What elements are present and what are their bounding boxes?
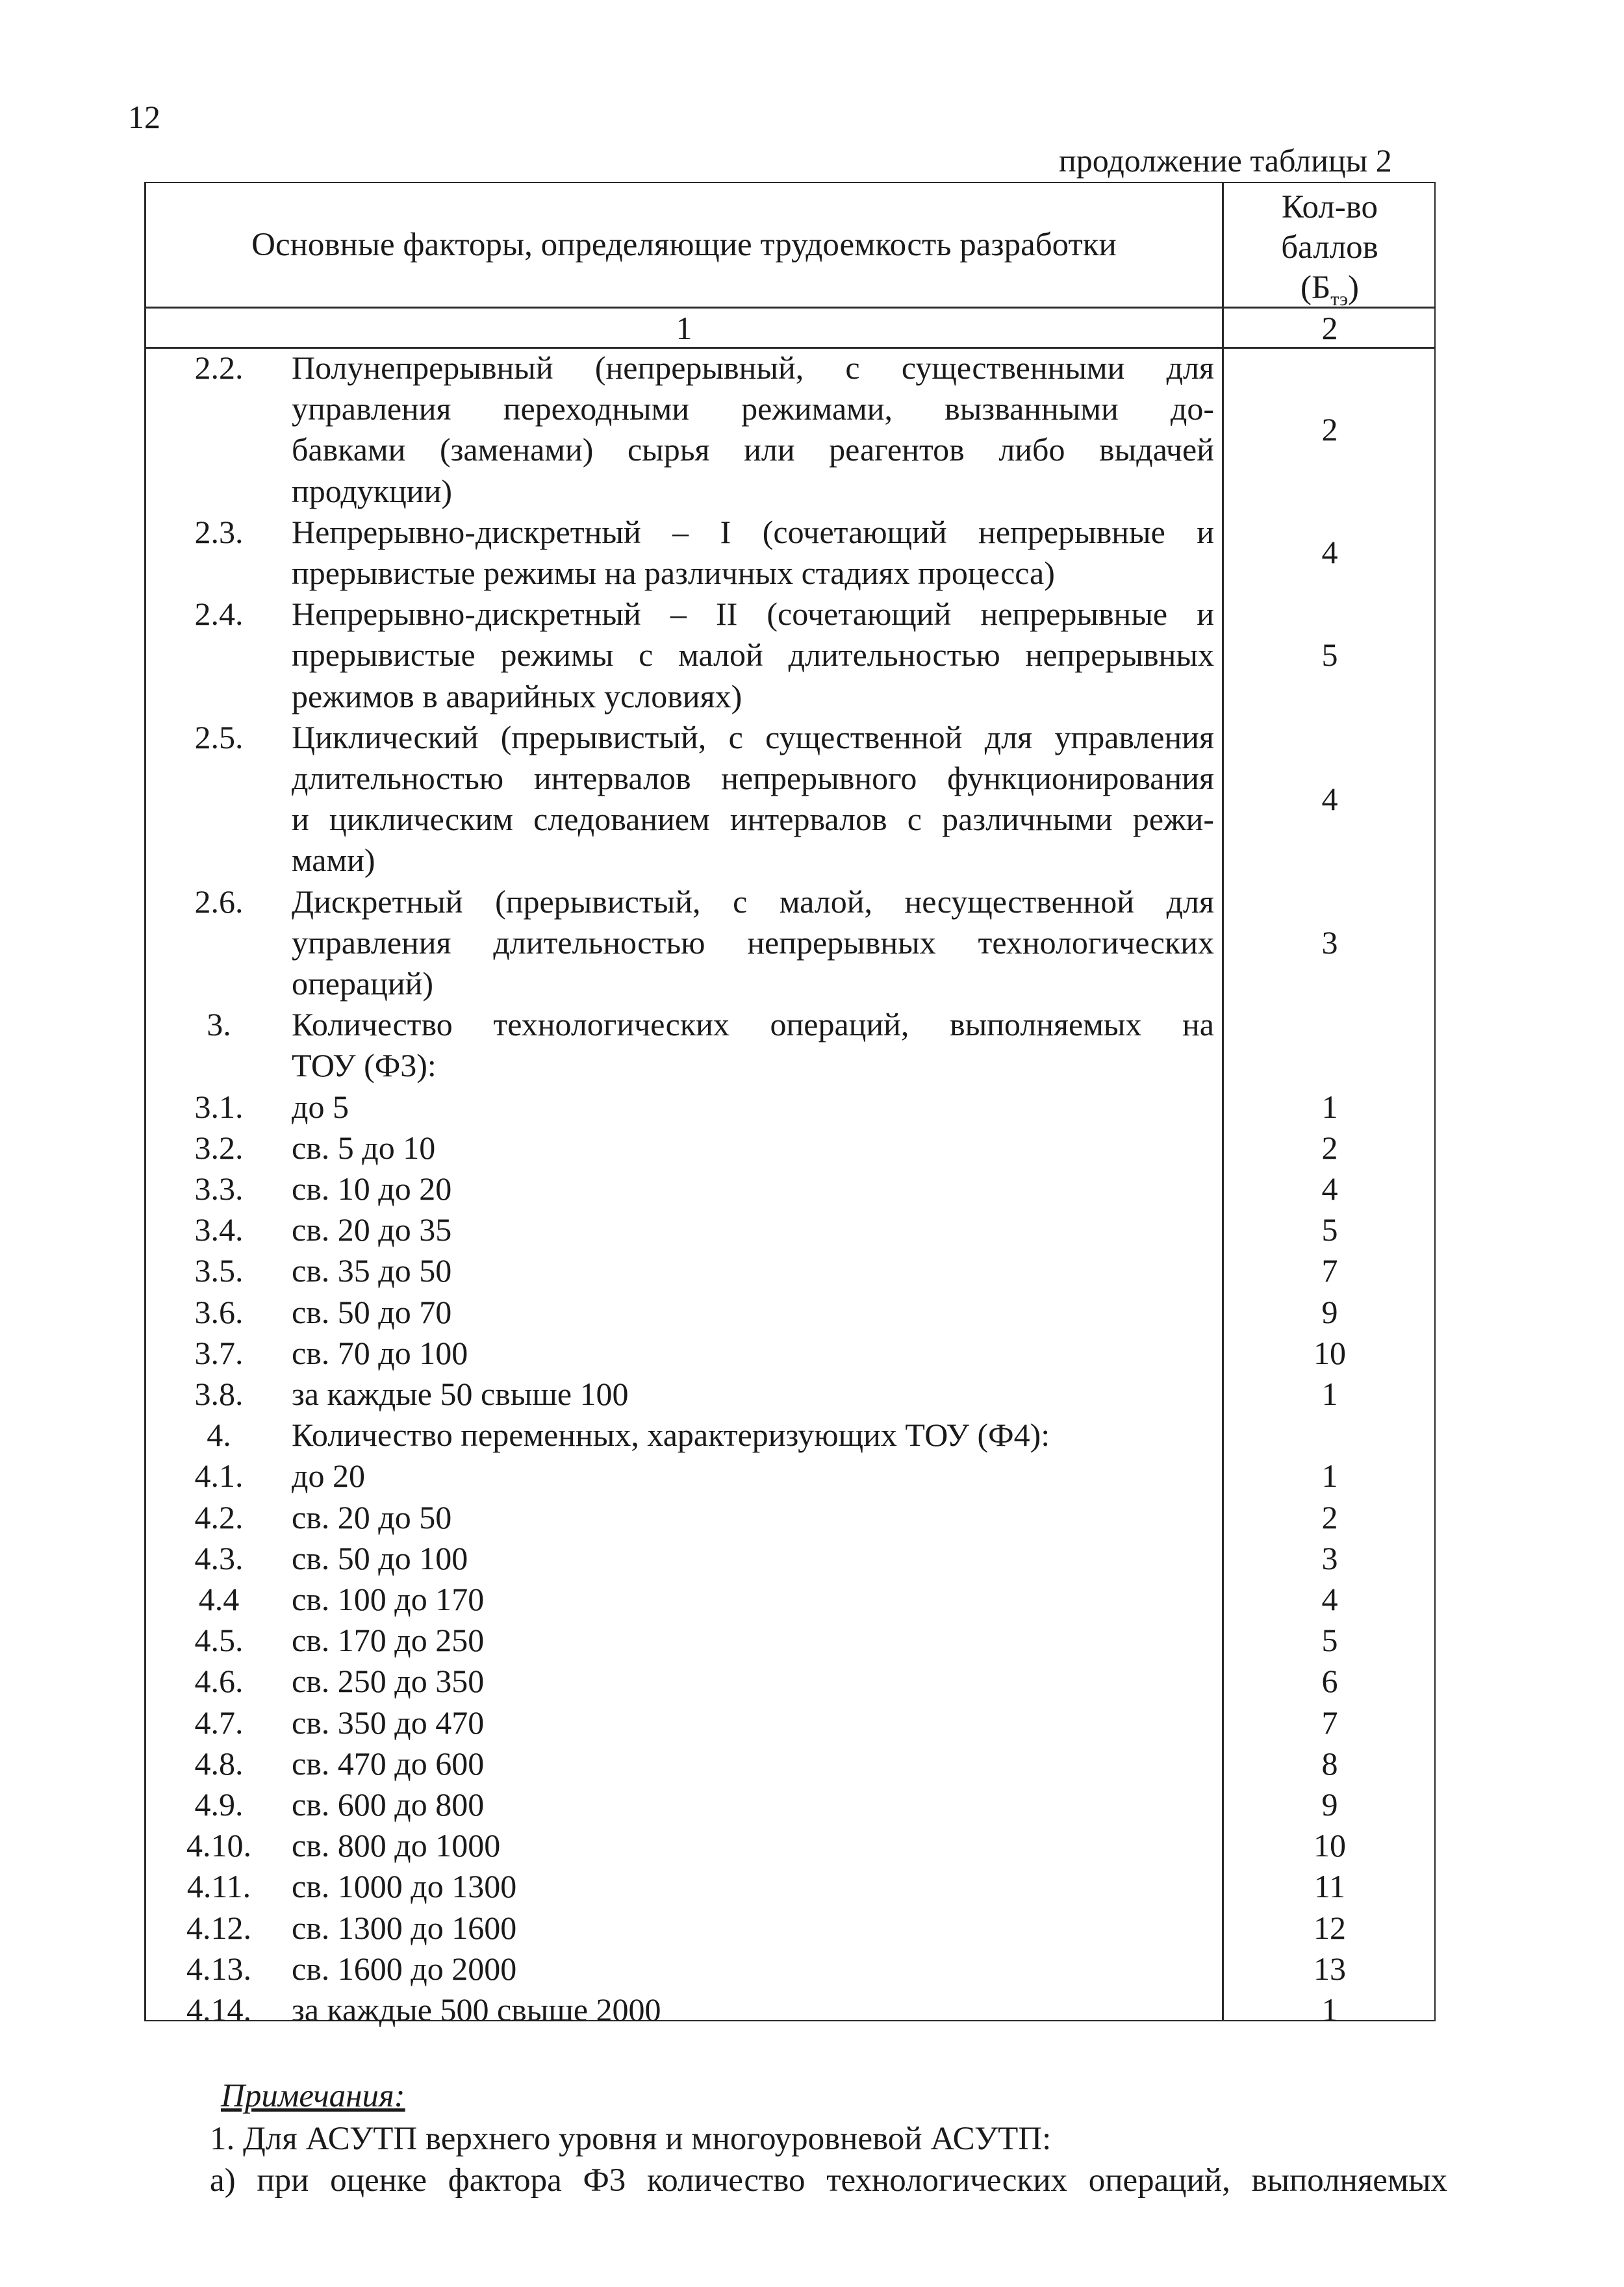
row-number: 3. xyxy=(207,1006,231,1043)
row-text xyxy=(292,1949,1214,1990)
row-text xyxy=(292,1784,1214,1825)
row-points: 4 xyxy=(1321,534,1338,571)
row-points: 9 xyxy=(1321,1786,1338,1823)
row-text-line: режимов в аварийных условиях) xyxy=(292,677,742,714)
row-number: 3.6. xyxy=(194,1293,244,1330)
table-row xyxy=(146,1292,1435,1333)
row-points: 4 xyxy=(1321,1581,1338,1617)
row-text xyxy=(292,1292,1214,1333)
row-points: 6 xyxy=(1321,1663,1338,1700)
row-text-line: св. 170 до 250 xyxy=(292,1622,485,1659)
row-text xyxy=(292,1702,1214,1743)
row-text-line: св. 800 до 1000 xyxy=(292,1827,501,1864)
row-points: 3 xyxy=(1321,1539,1338,1576)
row-text-line: управления переходными режимами, вызванными до- xyxy=(292,390,1214,427)
row-text-line: св. 1000 до 1300 xyxy=(292,1868,517,1905)
row-text xyxy=(292,1866,1214,1907)
table-row xyxy=(146,1250,1435,1291)
row-text-line: ТОУ (Ф3): xyxy=(292,1047,437,1084)
column-number-2: 2 xyxy=(1321,310,1338,346)
row-points: 2 xyxy=(1321,1498,1338,1535)
row-text-line: Циклический (прерывистый, с существенной для управления xyxy=(292,718,1214,755)
row-text xyxy=(292,1333,1214,1374)
row-number: 4.9. xyxy=(194,1786,244,1823)
table-row xyxy=(146,1087,1435,1128)
table-row xyxy=(146,512,1435,594)
row-text-line: св. 20 до 35 xyxy=(292,1211,452,1248)
row-text xyxy=(292,512,1214,594)
row-text xyxy=(292,1004,1214,1086)
row-text-line: за каждые 500 свыше 2000 xyxy=(292,1991,661,2028)
row-text xyxy=(292,1743,1214,1784)
header-points-subscript: тэ xyxy=(1330,288,1349,310)
table-row xyxy=(146,1374,1435,1415)
row-text-line: до 20 xyxy=(292,1458,365,1495)
row-text xyxy=(292,1661,1214,1702)
header-points-line1: Кол-во xyxy=(1282,189,1378,225)
row-text-line: св. 350 до 470 xyxy=(292,1704,485,1741)
row-text-line: св. 100 до 170 xyxy=(292,1581,485,1617)
row-points: 2 xyxy=(1321,1129,1338,1166)
notes-title xyxy=(221,2075,405,2117)
table-row xyxy=(146,594,1435,717)
table-continuation-label: продолжение таблицы 2 xyxy=(1059,142,1392,179)
table-row xyxy=(146,1743,1435,1784)
row-points: 7 xyxy=(1321,1704,1338,1741)
row-points: 1 xyxy=(1321,1458,1338,1495)
row-number: 3.3. xyxy=(194,1170,244,1207)
row-number: 4.1. xyxy=(194,1458,244,1495)
table-row xyxy=(146,1128,1435,1169)
table-row xyxy=(146,1497,1435,1538)
row-text-line: св. 50 до 100 xyxy=(292,1539,468,1576)
header-points-symbol-open: (Б xyxy=(1300,270,1331,306)
row-text-line: св. 1300 до 1600 xyxy=(292,1909,517,1946)
row-text-line: св. 250 до 350 xyxy=(292,1663,485,1700)
row-points: 4 xyxy=(1321,780,1338,817)
table-row xyxy=(146,881,1435,1005)
header-points-line2: баллов xyxy=(1281,229,1378,266)
row-text xyxy=(292,1620,1214,1661)
table-row xyxy=(146,1004,1435,1086)
row-text-line: Количество технологических операций, выполняемых на xyxy=(292,1006,1214,1043)
row-number: 4.2. xyxy=(194,1498,244,1535)
header-points xyxy=(1224,187,1436,310)
row-text xyxy=(292,881,1214,1005)
row-text xyxy=(292,1250,1214,1291)
row-points: 7 xyxy=(1321,1252,1338,1289)
factors-table xyxy=(144,182,1436,2028)
row-text-line: св. 35 до 50 xyxy=(292,1252,452,1289)
table-row xyxy=(146,1333,1435,1374)
row-text-line: продукции) xyxy=(292,472,452,509)
row-text-line: бавками (заменами) сырья или реагентов либо выдачей xyxy=(292,431,1214,468)
row-points: 3 xyxy=(1321,924,1338,961)
table-row xyxy=(146,1209,1435,1250)
row-text xyxy=(292,1169,1214,1209)
table-row xyxy=(146,1949,1435,1990)
row-number: 2.5. xyxy=(194,718,244,755)
table-row xyxy=(146,1579,1435,1620)
table-row xyxy=(146,1661,1435,1702)
table-row xyxy=(146,717,1435,881)
row-points: 8 xyxy=(1321,1745,1338,1782)
table-row xyxy=(146,1908,1435,1949)
note-item-1: 1. Для АСУТП верхнего уровня и многоуровневой АСУТП: xyxy=(210,2121,1052,2157)
row-number: 4.13. xyxy=(186,1950,251,1987)
row-number: 3.7. xyxy=(194,1334,244,1371)
row-number: 4.10. xyxy=(186,1827,251,1864)
row-number: 2.6. xyxy=(194,883,244,920)
row-points: 5 xyxy=(1321,1211,1338,1248)
table-row xyxy=(146,1456,1435,1497)
row-points: 5 xyxy=(1321,637,1338,674)
row-text-line: св. 20 до 50 xyxy=(292,1498,452,1535)
row-text-line: прерывистые режимы на различных стадиях процесса) xyxy=(292,555,1055,591)
row-points: 10 xyxy=(1313,1334,1346,1371)
row-number: 2.3. xyxy=(194,513,244,550)
table-row xyxy=(146,1990,1435,2030)
row-text xyxy=(292,1374,1214,1415)
row-number: 3.8. xyxy=(194,1376,244,1412)
row-text-line: Дискретный (прерывистый, с малой, несущественной для xyxy=(292,883,1214,920)
row-points: 1 xyxy=(1321,1991,1338,2028)
row-number: 2.4. xyxy=(194,596,244,633)
row-number: 4.7. xyxy=(194,1704,244,1741)
column-number-1: 1 xyxy=(676,310,692,346)
row-points: 5 xyxy=(1321,1622,1338,1659)
table-row xyxy=(146,1702,1435,1743)
row-text xyxy=(292,1908,1214,1949)
row-number: 3.5. xyxy=(194,1252,244,1289)
table-row xyxy=(146,1169,1435,1209)
row-text xyxy=(292,1209,1214,1250)
row-text xyxy=(292,1456,1214,1497)
table-row xyxy=(146,1620,1435,1661)
row-number: 4.3. xyxy=(194,1539,244,1576)
notes-heading: Примечания: xyxy=(221,2078,405,2114)
row-text xyxy=(292,594,1214,717)
table-row xyxy=(146,1825,1435,1866)
row-points: 11 xyxy=(1313,1868,1346,1905)
row-number: 4.8. xyxy=(194,1745,244,1782)
note-item-1a: а) при оценке фактора Ф3 количество технологических операций, выполняемых xyxy=(210,2162,1447,2199)
row-points: 2 xyxy=(1321,411,1338,448)
row-points: 1 xyxy=(1321,1088,1338,1125)
row-points: 4 xyxy=(1321,1170,1338,1207)
row-text-line: мами) xyxy=(292,842,375,879)
row-number: 3.1. xyxy=(194,1088,244,1125)
row-number: 4.6. xyxy=(194,1663,244,1700)
row-text-line: св. 5 до 10 xyxy=(292,1129,436,1166)
row-text-line: св. 470 до 600 xyxy=(292,1745,485,1782)
row-text xyxy=(292,717,1214,881)
row-text-line: Непрерывно-дискретный – I (сочетающий непрерывные и xyxy=(292,513,1214,550)
row-number: 3.4. xyxy=(194,1211,244,1248)
row-number: 4.5. xyxy=(194,1622,244,1659)
row-text-line: прерывистые режимы с малой длительностью непрерывных xyxy=(292,637,1214,674)
row-text xyxy=(292,1415,1214,1456)
row-text-line: св. 50 до 70 xyxy=(292,1293,452,1330)
table-row xyxy=(146,347,1435,512)
row-points: 13 xyxy=(1313,1950,1346,1987)
row-text xyxy=(292,1497,1214,1538)
header-factors: Основные факторы, определяющие трудоемкость разработки xyxy=(251,227,1117,263)
header-points-symbol-close: ) xyxy=(1348,270,1359,306)
table-row xyxy=(146,1415,1435,1456)
row-number: 3.2. xyxy=(194,1129,244,1166)
row-text-line: св. 1600 до 2000 xyxy=(292,1950,517,1987)
row-text xyxy=(292,347,1214,512)
row-text-line: длительностью интервалов непрерывного функционирования xyxy=(292,760,1214,796)
row-number: 4.14. xyxy=(186,1991,251,2028)
row-text-line: управления длительностью непрерывных технологических xyxy=(292,924,1214,961)
row-points: 12 xyxy=(1313,1909,1346,1946)
row-number: 4.4 xyxy=(198,1581,240,1617)
page-number: 12 xyxy=(128,99,160,135)
row-text-line: Количество переменных, характеризующих ТОУ (Ф4): xyxy=(292,1417,1050,1454)
row-points: 10 xyxy=(1313,1827,1346,1864)
table-row xyxy=(146,1784,1435,1825)
row-text xyxy=(292,1538,1214,1579)
row-text-line: Непрерывно-дискретный – II (сочетающий непрерывные и xyxy=(292,596,1214,633)
row-text-line: св. 70 до 100 xyxy=(292,1334,468,1371)
row-text-line: Полунепрерывный (непрерывный, с существенными для xyxy=(292,349,1214,386)
row-points: 1 xyxy=(1321,1376,1338,1412)
row-text xyxy=(292,1825,1214,1866)
row-text xyxy=(292,1087,1214,1128)
row-number: 2.2. xyxy=(194,349,244,386)
row-text-line: операций) xyxy=(292,965,434,1002)
table-row xyxy=(146,1866,1435,1907)
row-text-line: св. 10 до 20 xyxy=(292,1170,452,1207)
row-text-line: до 5 xyxy=(292,1088,349,1125)
row-points: 9 xyxy=(1321,1293,1338,1330)
row-text-line: за каждые 50 свыше 100 xyxy=(292,1376,629,1412)
row-text-line: св. 600 до 800 xyxy=(292,1786,485,1823)
row-text xyxy=(292,1128,1214,1169)
row-text xyxy=(292,1579,1214,1620)
row-number: 4. xyxy=(207,1417,231,1454)
row-text xyxy=(292,1990,1214,2030)
row-text-line: и циклическим следованием интервалов с различными режи- xyxy=(292,801,1214,838)
row-number: 4.11. xyxy=(186,1868,251,1905)
row-number: 4.12. xyxy=(186,1909,251,1946)
table-row xyxy=(146,1538,1435,1579)
